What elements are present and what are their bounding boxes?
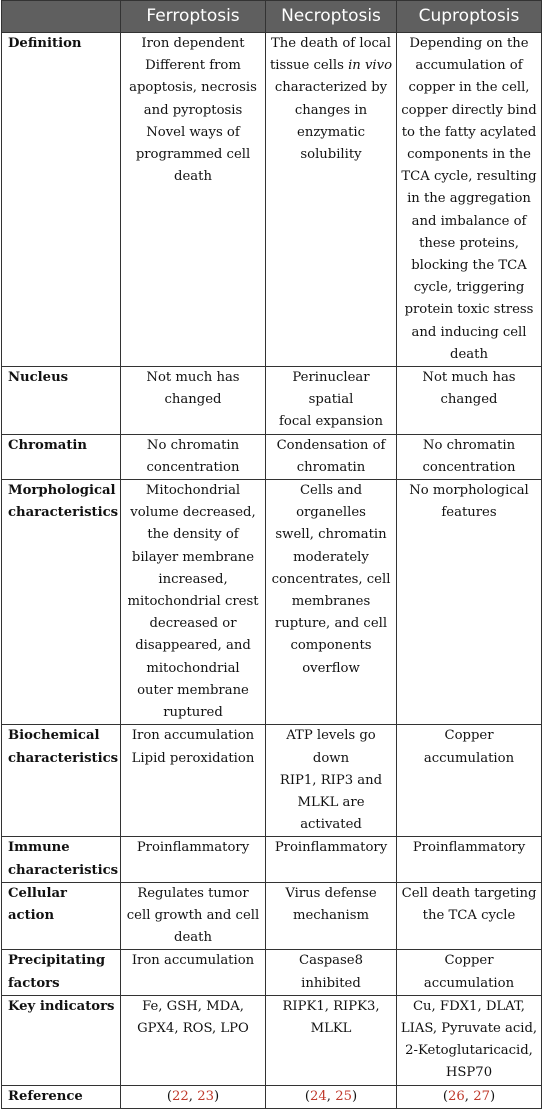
table-cell <box>266 480 397 725</box>
cell-text-line: Perinuclear spatial <box>292 370 370 408</box>
cell-text-line: HSP70 <box>445 1065 493 1081</box>
cell-text-line: programmed cell <box>135 147 251 163</box>
cell-text-line: factors <box>8 975 60 991</box>
cell-text-line: concentration <box>146 459 240 475</box>
cell-text-line: MLKL <box>310 1020 352 1036</box>
table-row <box>2 33 542 367</box>
header-row <box>2 1 542 33</box>
cell-text-line: Precipitating <box>8 953 106 969</box>
table-cell <box>397 367 542 435</box>
cell-text-line: bilayer membrane <box>131 549 255 565</box>
table-cell <box>121 837 266 882</box>
cell-text-line: Cells and organelles <box>296 483 366 521</box>
table-cell <box>266 837 397 882</box>
cell-text-line: Lipid peroxidation <box>131 750 255 766</box>
cell-text-line: Cu, FDX1, DLAT, <box>412 998 526 1014</box>
cell-text-line: swell, chromatin <box>275 527 387 543</box>
cell-text-line: The death of local <box>270 36 391 51</box>
cell-text-line: Novel ways of <box>146 124 240 140</box>
table-cell <box>121 950 266 995</box>
cell-text-line: these proteins, <box>419 235 519 251</box>
table-row <box>2 434 542 479</box>
cell-text-line: cycle, triggering <box>413 280 525 296</box>
cell-text-line: Cellular action <box>8 885 67 923</box>
cell-text-line: tissue cells in vivo <box>269 58 393 74</box>
table-cell <box>266 367 397 435</box>
cell-text-line: Not much has <box>422 370 516 386</box>
cell-text-line: and inducing cell <box>411 324 527 340</box>
row-header <box>2 882 121 950</box>
table-cell <box>121 882 266 950</box>
table-cell <box>397 725 542 837</box>
cell-text-line: Copper <box>444 728 494 744</box>
column-header-3: Cuproptosis <box>397 1 542 33</box>
cell-text-line: copper in the cell, <box>408 80 530 96</box>
cell-text-line: changed <box>164 392 222 408</box>
cell-text-line: components <box>290 638 372 654</box>
cell-text-line: overflow <box>302 660 360 676</box>
cell-text-line: cell growth and cell <box>126 907 260 923</box>
table-cell <box>121 367 266 435</box>
row-header: Reference <box>2 1085 121 1108</box>
cell-text-line: Immune <box>8 840 70 856</box>
cell-text-line: concentration <box>422 459 516 475</box>
cell-text-line: RIPK1, RIPK3, <box>282 998 380 1014</box>
table-cell <box>397 950 542 995</box>
cell-text-line: mitochondrial crest <box>127 594 259 610</box>
reference-cell: (22, 23) <box>121 1085 266 1108</box>
cell-text-line: death <box>174 169 212 185</box>
cell-text-line: Iron accumulation <box>131 953 255 969</box>
table-cell <box>397 882 542 950</box>
table-row <box>2 837 542 882</box>
cell-text-line: Definition <box>8 36 82 51</box>
cell-text-line: components in the <box>407 147 531 163</box>
cell-text-line: characteristics <box>8 750 119 766</box>
cell-text-line: rupture, and cell <box>274 616 388 632</box>
cell-text-line: MLKL are activated <box>297 794 365 833</box>
table-cell <box>121 33 266 367</box>
cell-text-line: Nucleus <box>8 370 69 386</box>
cell-text-line: moderately <box>293 549 369 565</box>
cell-text-line: and imbalance of <box>411 213 527 229</box>
reference-cell: (26, 27) <box>397 1085 542 1108</box>
cell-text-line: chromatin <box>296 459 366 475</box>
cell-text-line: outer membrane <box>137 682 249 698</box>
cell-text-line: volume decreased, <box>130 505 256 521</box>
table-row <box>2 480 542 725</box>
cell-text-line: to the fatty acylated <box>401 124 537 140</box>
cell-text-line: Iron accumulation <box>131 728 255 744</box>
table-cell <box>397 434 542 479</box>
table-cell <box>121 725 266 837</box>
table-cell <box>266 33 397 367</box>
cell-text-line: No chromatin <box>422 437 516 453</box>
cell-text-line: accumulation of <box>415 58 523 74</box>
reference-link[interactable]: 24 <box>310 1088 327 1104</box>
table-body <box>2 33 542 1109</box>
row-header <box>2 837 121 882</box>
cell-text-line: copper directly bind <box>401 102 537 118</box>
row-header <box>2 995 121 1085</box>
cell-text-line: RIP1, RIP3 and <box>279 772 383 788</box>
table-row <box>2 367 542 435</box>
cell-text-line: the TCA cycle <box>422 907 516 923</box>
cell-text-line: Biochemical <box>8 728 100 744</box>
cell-text-line: GPX4, ROS, LPO <box>137 1020 249 1036</box>
cell-text-line: protein toxic stress <box>404 302 534 318</box>
cell-text-line: Cell death targeting <box>401 885 537 901</box>
cell-text-line: mitochondrial <box>146 660 240 676</box>
cell-text-line: blocking the TCA <box>411 258 527 274</box>
cell-text-line: Mitochondrial <box>145 483 241 499</box>
cell-text-line: characteristics <box>8 505 119 521</box>
table-row <box>2 725 542 837</box>
cell-text-line: Regulates tumor <box>137 885 249 901</box>
table-cell <box>397 33 542 367</box>
cell-text-line: Caspase8 inhibited <box>299 953 363 991</box>
table-cell <box>266 995 397 1085</box>
cell-text-line: Chromatin <box>8 437 88 453</box>
table-cell <box>397 995 542 1085</box>
cell-text-line: and pyroptosis <box>143 102 243 118</box>
cell-text-line: increased, <box>158 571 228 587</box>
reference-link[interactable]: 25 <box>335 1088 352 1104</box>
reference-link[interactable]: 26 <box>448 1088 465 1104</box>
cell-text-line: Depending on the <box>409 36 529 51</box>
cell-text-line: Proinflammatory <box>412 840 526 856</box>
cell-text-line: ruptured <box>163 705 223 721</box>
cell-text-line: focal expansion <box>279 414 383 430</box>
cell-text-line: Proinflammatory <box>274 840 388 856</box>
cell-text-line: the density of <box>147 527 239 543</box>
table-cell <box>121 480 266 725</box>
cell-text-line: TCA cycle, resulting <box>401 169 537 185</box>
reference-cell: (24, 25) <box>266 1085 397 1108</box>
table-cell <box>266 882 397 950</box>
column-header-1: Ferroptosis <box>121 1 266 33</box>
cell-text-line: Key indicators <box>8 998 115 1014</box>
header-corner-cell <box>2 1 121 33</box>
cell-text-line: No morphological <box>409 483 529 499</box>
cell-text-line: death <box>450 346 488 362</box>
cell-text-line: enzymatic <box>297 124 365 140</box>
cell-text-line: apoptosis, necrosis <box>129 80 257 96</box>
cell-text-line: mechanism <box>292 907 370 923</box>
cell-text-line: Condensation of <box>276 437 386 453</box>
reference-row <box>2 1085 542 1108</box>
reference-link[interactable]: 22 <box>172 1088 189 1104</box>
cell-text-line: membranes <box>291 594 371 610</box>
cell-text-line: Proinflammatory <box>136 840 250 856</box>
cell-text-line: Iron dependent <box>141 36 245 51</box>
cell-text-line: in the aggregation <box>407 191 531 207</box>
cell-text-line: No chromatin <box>146 437 240 453</box>
cell-text-line: LIAS, Pyruvate acid, <box>400 1020 538 1036</box>
cell-text-line: Not much has <box>146 370 240 386</box>
cell-text-line: changed <box>440 392 498 408</box>
table-row <box>2 882 542 950</box>
cell-text-line: features <box>441 505 497 521</box>
cell-text-line: accumulation <box>423 750 515 766</box>
cell-text-line: characterized by <box>274 80 388 96</box>
table-row <box>2 995 542 1085</box>
cell-text-line: accumulation <box>423 975 515 991</box>
cell-text-line: solubility <box>300 147 362 163</box>
cell-text-line: Different from <box>145 58 241 74</box>
table-cell <box>266 950 397 995</box>
cell-text-line: Morphological <box>8 483 116 499</box>
reference-link[interactable]: 27 <box>473 1088 490 1104</box>
table-row <box>2 950 542 995</box>
row-header <box>2 33 121 367</box>
cell-text-line: changes in <box>294 102 368 118</box>
cell-text-line: death <box>174 930 212 946</box>
cell-text-line: concentrates, cell <box>271 571 391 587</box>
table-cell <box>121 434 266 479</box>
comparison-table <box>1 0 542 1109</box>
cell-text-line: decreased or <box>149 616 237 632</box>
cell-text-line: Copper <box>444 953 494 969</box>
row-header <box>2 950 121 995</box>
cell-text-line: ATP levels go down <box>286 728 376 766</box>
table-cell <box>121 995 266 1085</box>
row-header <box>2 434 121 479</box>
row-header <box>2 367 121 435</box>
reference-link[interactable]: 23 <box>197 1088 214 1104</box>
table-cell <box>397 837 542 882</box>
row-header <box>2 480 121 725</box>
cell-text-line: 2-Ketoglutaricacid, <box>405 1043 533 1059</box>
cell-text-line: characteristics <box>8 862 119 878</box>
table-cell <box>266 434 397 479</box>
row-header <box>2 725 121 837</box>
cell-text-line: disappeared, and <box>135 638 251 654</box>
table-cell <box>397 480 542 725</box>
table-cell <box>266 725 397 837</box>
column-header-2: Necroptosis <box>266 1 397 33</box>
cell-text-line: Fe, GSH, MDA, <box>142 998 244 1014</box>
cell-text-line: Virus defense <box>285 885 377 901</box>
